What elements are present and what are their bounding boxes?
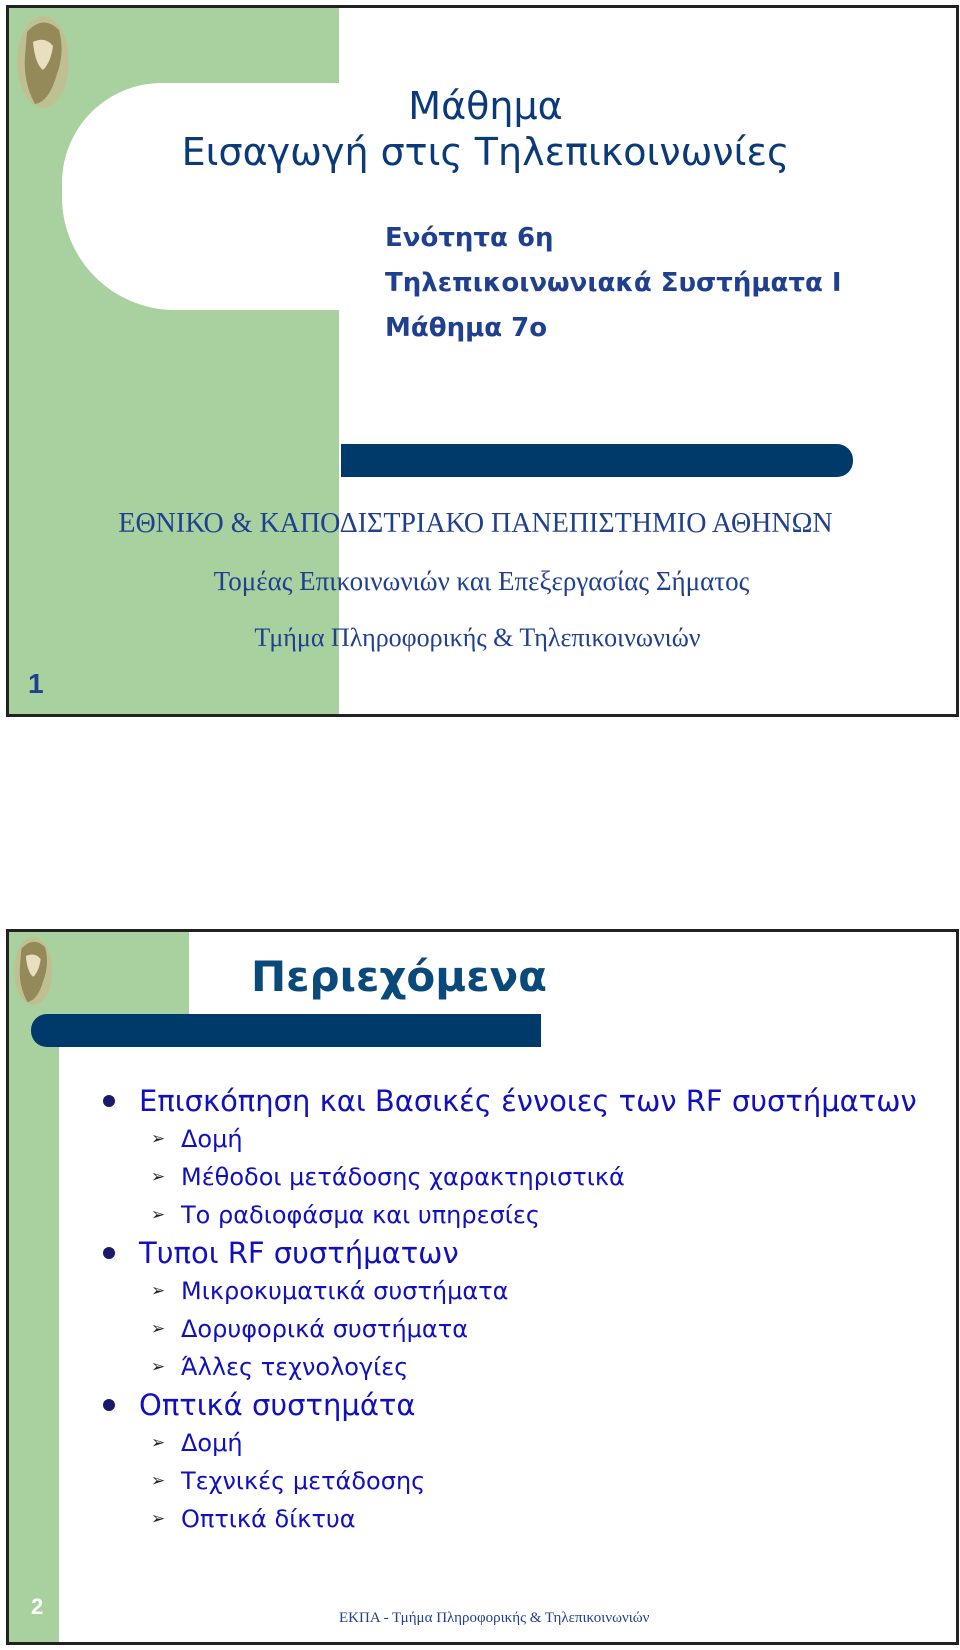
title-slide: [6, 5, 959, 717]
arrowhead-bullet-icon: ➢: [151, 1357, 166, 1377]
slide-number: 1: [28, 668, 44, 699]
slide-number: 2: [31, 1594, 44, 1619]
university-seal-icon: [11, 934, 57, 1008]
arrowhead-bullet-icon: ➢: [151, 1433, 166, 1453]
arrowhead-bullet-icon: ➢: [151, 1205, 166, 1225]
list-subitem: ➢ Μικροκυματικά συστήματα: [99, 1272, 917, 1310]
arrowhead-bullet-icon: ➢: [151, 1471, 166, 1491]
list-subitem: ➢ Το ραδιοφάσμα και υπηρεσίες: [99, 1196, 917, 1234]
contents-list: [99, 1082, 917, 1538]
list-subitem: ➢ Δομή: [99, 1120, 917, 1158]
navy-accent-bar: [31, 1014, 541, 1047]
round-bullet-icon: [103, 1399, 115, 1411]
arrowhead-bullet-icon: ➢: [151, 1167, 166, 1187]
list-subitem: ➢ Οπτικά δίκτυα: [99, 1500, 917, 1538]
list-item: Επισκόπηση και Βασικές έννοιες των RF συστήματων: [99, 1082, 917, 1120]
unit-number: Ενότητα 6η: [385, 223, 554, 253]
lesson-number: Μάθημα 7ο: [385, 313, 548, 343]
list-item: Τυποι RF συστήματων: [99, 1234, 917, 1272]
footer-text: ΕΚΠΑ - Τμήμα Πληροφορικής & Τηλεπικοινωνιών: [339, 1610, 650, 1626]
arrowhead-bullet-icon: ➢: [151, 1129, 166, 1149]
course-title: Εισαγωγή στις Τηλεπικοινωνίες: [181, 130, 790, 174]
list-subitem: ➢ Μέθοδοι μετάδοσης χαρακτηριστικά: [99, 1158, 917, 1196]
arrowhead-bullet-icon: ➢: [151, 1319, 166, 1339]
slide-heading: Περιεχόμενα: [251, 952, 548, 1001]
unit-title: Τηλεπικοινωνιακά Συστήματα Ι: [385, 268, 842, 298]
course-label: Μάθημα: [408, 84, 563, 128]
list-item: Οπτικά συστημάτα: [99, 1386, 917, 1424]
navy-accent-bar: [341, 444, 853, 477]
university-name: ΕΘΝΙΚΟ & ΚΑΠΟΔΙΣΤΡΙΑΚΟ ΠΑΝΕΠΙΣΤΗΜΙΟ ΑΘΗΝΩΝ: [118, 508, 833, 539]
round-bullet-icon: [103, 1247, 115, 1259]
sector-name: Τομέας Επικοινωνιών και Επεξεργασίας Σήματος: [213, 566, 750, 596]
department-name: Τμήμα Πληροφορικής & Τηλεπικοινωνιών: [254, 623, 701, 652]
list-subitem: ➢ Άλλες τεχνολογίες: [99, 1348, 917, 1386]
arrowhead-bullet-icon: ➢: [151, 1281, 166, 1301]
round-bullet-icon: [103, 1095, 115, 1107]
arrowhead-bullet-icon: ➢: [151, 1509, 166, 1529]
list-subitem: ➢ Δορυφορικά συστήματα: [99, 1310, 917, 1348]
contents-slide: [6, 929, 959, 1645]
list-subitem: ➢ Τεχνικές μετάδοσης: [99, 1462, 917, 1500]
list-subitem: ➢ Δομή: [99, 1424, 917, 1462]
